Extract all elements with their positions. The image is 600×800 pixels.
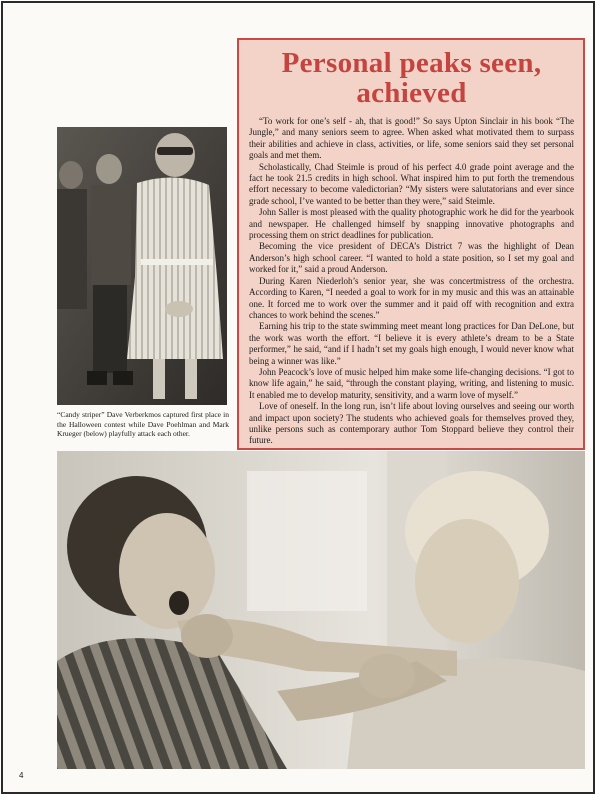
article-paragraph: Earning his trip to the state swimming meet meant long practices for Dan DeLone, but the work was worth the effort. “I believe it is every athlete’s dream to be a State performer,” he said, “and if I hadn’t set my goals high enough, I would never know what being a winner was like.”	[249, 321, 574, 366]
article-box	[237, 38, 585, 450]
yearbook-page	[1, 1, 595, 794]
playful-attack-photo-art	[57, 451, 585, 769]
photo-caption: “Candy striper” Dave Verberkmos captured first place in the Halloween contest while Dave Poehlman and Mark Krueger (below) playfully attack each other.	[57, 410, 229, 439]
candy-striper-photo-art	[57, 127, 227, 405]
article-paragraph: “To work for one’s self - ah, that is good!” So says Upton Sinclair in his book “The Jungle,” and many seniors seem to agree. When asked what motivated them to surpass their abilities and achieve in class, activities, or life, some seniors said they set personal goals and met them.	[249, 116, 574, 161]
article-paragraph: John Saller is most pleased with the quality photographic work he did for the yearbook and newspaper. He challenged himself by snapping innovative photographs and processing them on strict deadlines for publication.	[249, 207, 574, 241]
article-paragraph: During Karen Niederloh’s senior year, she was concertmistress of the orchestra. According to Karen, “I needed a goal to work for in my music and this was an attainable one. It forced me to work over the summer and it paid off with recognition and extra chances to work behind the scenes.”	[249, 275, 574, 320]
headline-line-2: achieved	[356, 77, 467, 109]
headline	[249, 48, 574, 108]
page-number: 4	[19, 771, 24, 780]
article-paragraph: Becoming the vice president of DECA’s District 7 was the highlight of Dean Anderson’s high school career. “I wanted to hold a state position, so I set my goal and worked for it,” said a proud Anderson.	[249, 241, 574, 275]
candy-striper-photo	[57, 127, 227, 405]
headline-line-1: Personal peaks seen,	[281, 47, 542, 79]
article-paragraph: Love of oneself. In the long run, isn’t life about loving ourselves and seeing our worth and impact upon society? The students who achieved goals for themselves proved they, unlike persons such as contemporary author Tom Stoppard believe they control their future.	[249, 401, 574, 446]
playful-attack-photo	[57, 451, 585, 769]
article-paragraph: John Peacock’s love of music helped him make some life-changing decisions. “I got to know life again,” he said, “through the constant playing, writing, and listening to music. It enabled me to develop maturity, sensitivity, and a warm love of myself.”	[249, 366, 574, 400]
article-body	[249, 116, 574, 447]
article-paragraph: Scholastically, Chad Steimle is proud of his perfect 4.0 grade point average and the fact he took 21.5 credits in high school. What inspired him to put forth the tremendous effort necessary to become valedictorian? “My sisters were salutatorians and ever since grade school, I’ve wanted to be better than they were,” said Steimle.	[249, 161, 574, 206]
